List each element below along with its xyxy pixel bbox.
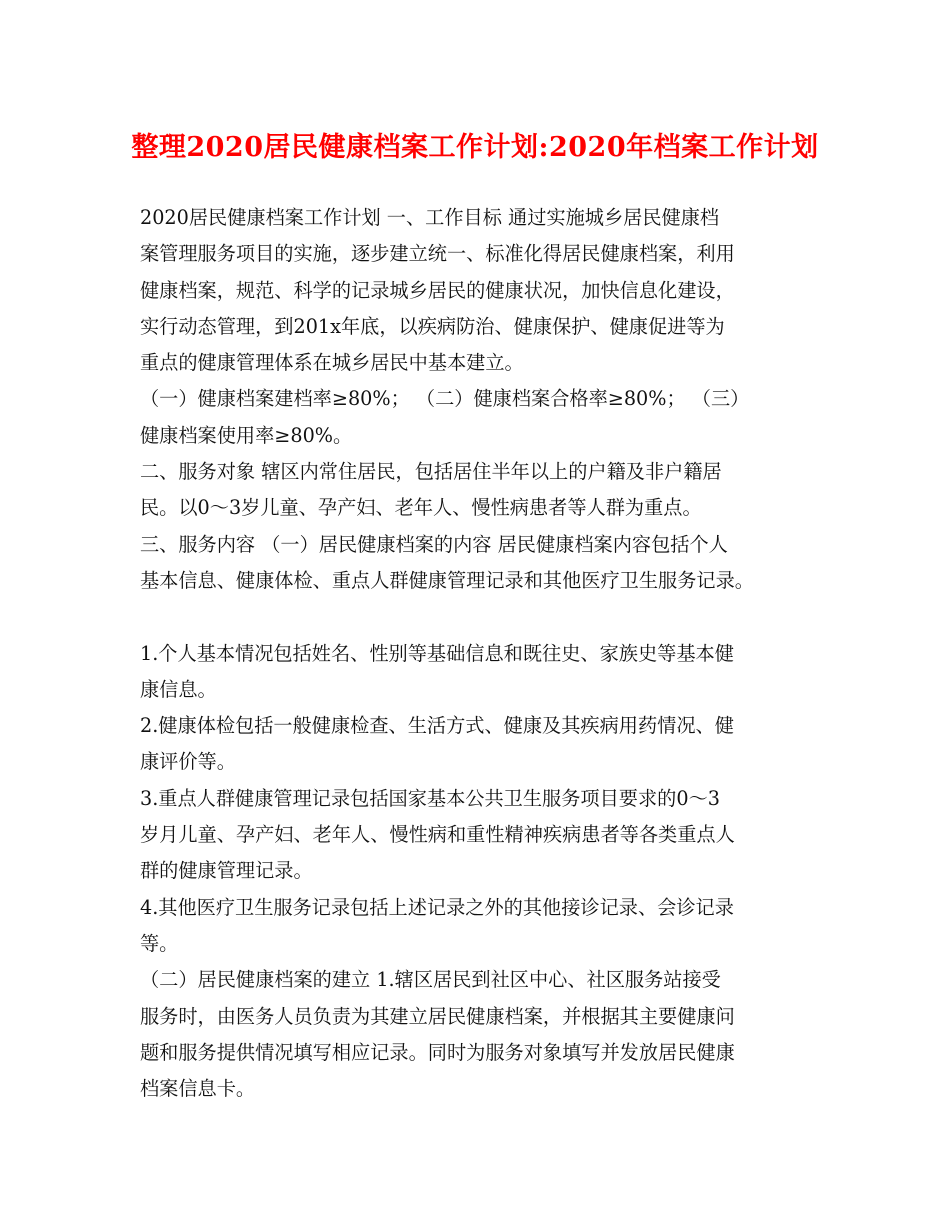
text-line: 基本信息、健康体检、重点人群健康管理记录和其他医疗卫生服务记录。	[140, 568, 754, 592]
text-line: 实行动态管理，到201x年底，以疾病防治、健康保护、健康促进等为	[140, 314, 725, 338]
paragraph-service-targets	[140, 454, 830, 527]
paragraph-item-4	[140, 890, 830, 963]
document-body	[140, 200, 830, 1107]
paragraph-targets	[140, 381, 830, 454]
text-line: 1.个人基本情况包括姓名、性别等基础信息和既往史、家族史等基本健	[140, 641, 734, 665]
text-line: 4.其他医疗卫生服务记录包括上述记录之外的其他接诊记录、会诊记录	[140, 895, 734, 919]
text-line: （二）居民健康档案的建立 1.辖区居民到社区中心、社区服务站接受	[140, 968, 721, 992]
text-line: 健康档案，规范、科学的记录城乡居民的健康状况，加快信息化建设，	[140, 278, 735, 302]
text-line: （一）健康档案建档率≥80%； （二）健康档案合格率≥80%； （三）	[140, 387, 750, 411]
text-line: 重点的健康管理体系在城乡居民中基本建立。	[140, 351, 524, 375]
text-line: 民。以0～3岁儿童、孕产妇、老年人、慢性病患者等人群为重点。	[140, 496, 702, 520]
text-line: 康评价等。	[140, 750, 236, 774]
text-line: 等。	[140, 931, 179, 955]
paragraph-item-2	[140, 708, 830, 781]
text-line: 健康档案使用率≥80%。	[140, 423, 353, 447]
text-line: 二、服务对象 辖区内常住居民，包括居住半年以上的户籍及非户籍居	[140, 460, 722, 484]
text-line: 题和服务提供情况填写相应记录。同时为服务对象填写并发放居民健康	[140, 1040, 735, 1064]
text-line: 岁月儿童、孕产妇、老年人、慢性病和重性精神疾病患者等各类重点人	[140, 823, 735, 847]
text-line: 群的健康管理记录。	[140, 859, 313, 883]
document-title: 整理2020居民健康档案工作计划:2020年档案工作计划	[131, 132, 819, 163]
paragraph-item-3	[140, 781, 830, 890]
text-line: 康信息。	[140, 677, 217, 701]
paragraph-goals	[140, 200, 830, 381]
paragraph-service-content	[140, 527, 830, 600]
text-line: 3.重点人群健康管理记录包括国家基本公共卫生服务项目要求的0～3	[140, 786, 720, 810]
text-line: 服务时，由医务人员负责为其建立居民健康档案，并根据其主要健康问	[140, 1004, 735, 1028]
text-line: 档案信息卡。	[140, 1077, 256, 1101]
paragraph-establishment	[140, 962, 830, 1107]
text-line: 2.健康体检包括一般健康检查、生活方式、健康及其疾病用药情况、健	[140, 714, 734, 738]
text-line: 三、服务内容 （一）居民健康档案的内容 居民健康档案内容包括个人	[140, 532, 728, 556]
text-line: 案管理服务项目的实施，逐步建立统一、标准化得居民健康档案，利用	[140, 242, 735, 266]
paragraph-spacer	[140, 599, 830, 635]
paragraph-item-1	[140, 636, 830, 709]
text-line: 2020居民健康档案工作计划 一、工作目标 通过实施城乡居民健康档	[140, 206, 720, 229]
